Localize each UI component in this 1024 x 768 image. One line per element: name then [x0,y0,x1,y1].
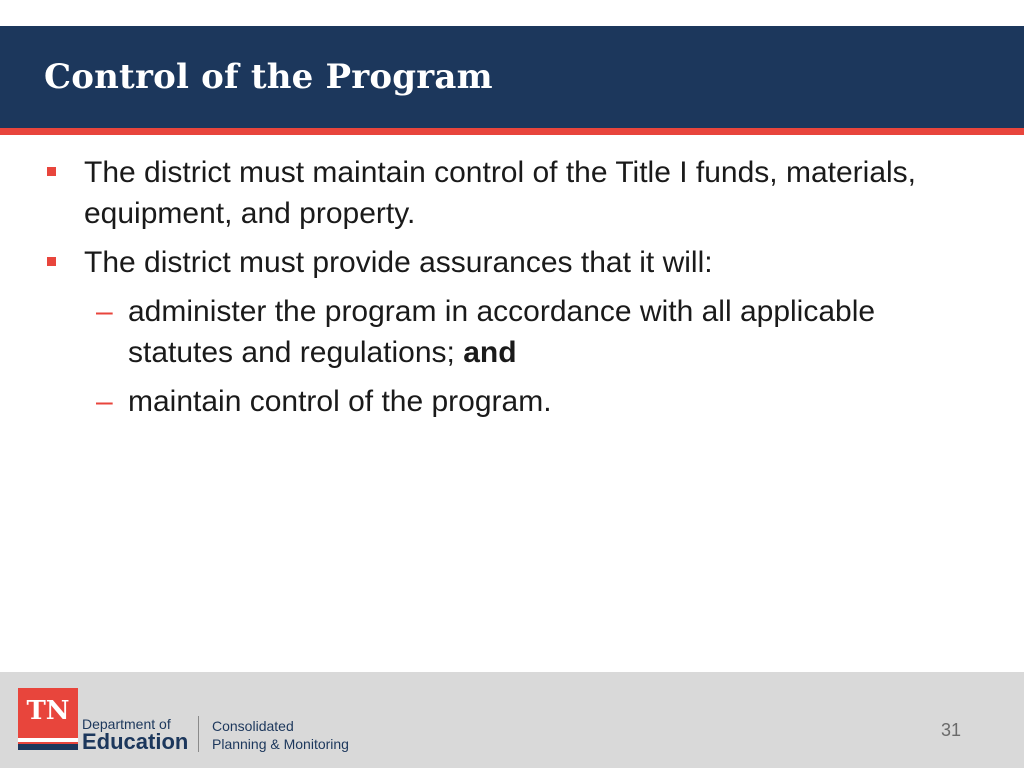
sub-bullet-item [44,291,944,373]
bullet-item [44,152,944,234]
footer [0,672,1024,768]
slide-title: Control of the Program [44,57,493,97]
office-name: Planning & Monitoring [212,736,349,752]
sub-bullet-item [44,381,944,422]
page-number: 31 [940,720,961,740]
department-label: Department of [82,716,171,732]
logo-stripe [18,744,78,750]
square-bullet-icon [47,167,56,176]
sub-bullet-bold-text: and [463,336,517,369]
sub-bullet-text: administer the program in accordance with all applicable statutes and regulations; [128,295,876,369]
bullet-item [44,242,944,283]
logo-stripe [18,738,78,742]
square-bullet-icon [47,257,56,266]
dash-bullet-icon: – [96,385,113,418]
slide-body [44,152,944,430]
dash-bullet-icon: – [96,295,113,328]
footer-divider [198,716,199,752]
bullet-text: The district must maintain control of the Title I funds, materials, equipment, and property. [84,156,917,230]
accent-line [0,128,1024,135]
tn-logo-text: TN [26,696,70,726]
office-label: Consolidated [212,718,294,734]
title-bar [0,26,1024,128]
sub-bullet-text: maintain control of the program. [128,385,552,418]
department-name: Education [82,729,189,754]
tn-logo [18,688,78,750]
bullet-text: The district must provide assurances that it will: [84,246,713,279]
